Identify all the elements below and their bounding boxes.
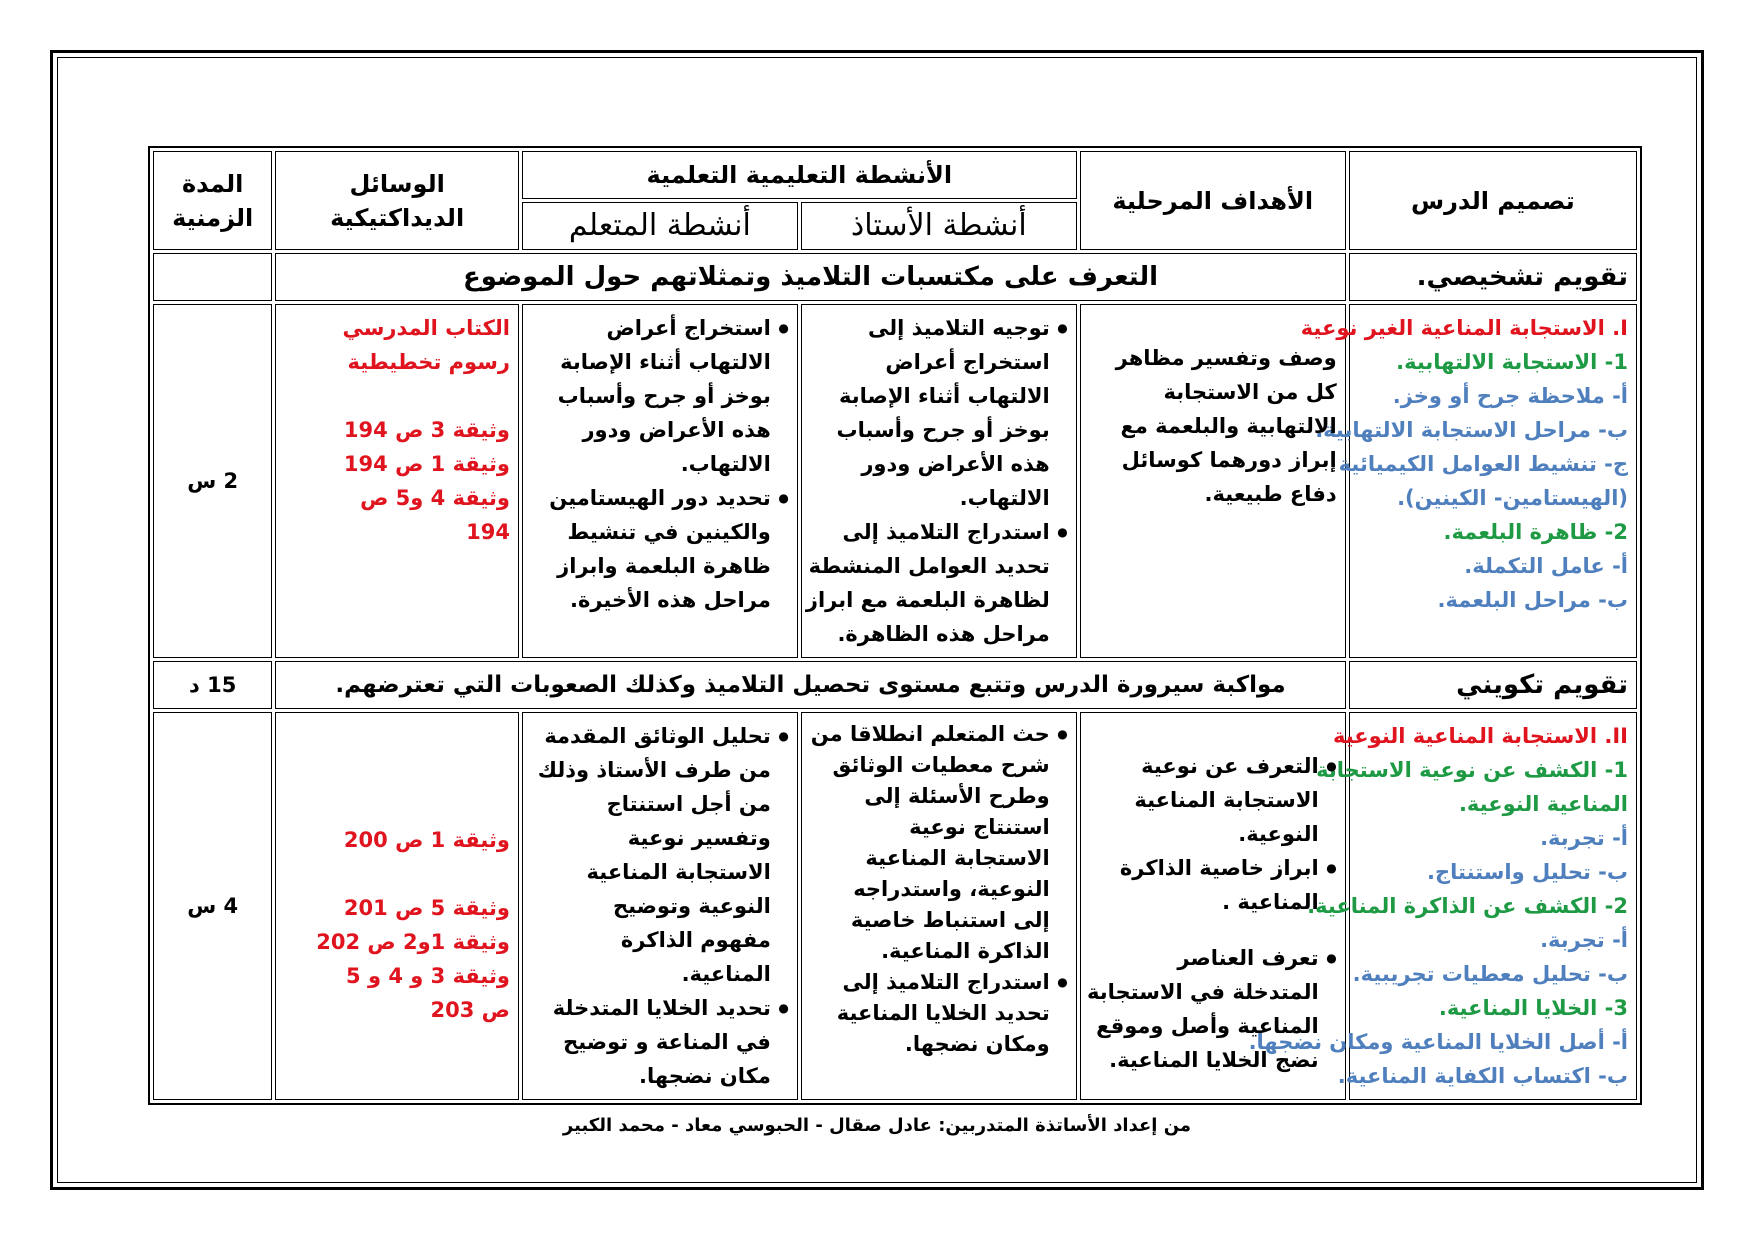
section2-design-line: ب- تحليل معطيات تجريبية. bbox=[1352, 962, 1628, 986]
section2-teacher-item bbox=[810, 967, 1050, 1060]
text-line: النوعية، واستدراجه bbox=[853, 877, 1050, 901]
means-line: وثيقة 3 و 4 و 5 bbox=[346, 964, 510, 988]
text-line: في المناعة و توضيح bbox=[563, 1030, 771, 1054]
section1-goal-line: كل من الاستجابة bbox=[1163, 380, 1337, 404]
section2-design-line: أ- تجربة. bbox=[1540, 928, 1628, 952]
text-line: استخراج أعراض bbox=[885, 350, 1050, 374]
section1-design-line: ج- تنشيط العوامل الكيميائية bbox=[1338, 452, 1628, 476]
text-line: شرح معطيات الوثائق bbox=[832, 753, 1050, 777]
text-line: من أجل استنتاج bbox=[606, 792, 771, 816]
section2-goal-item bbox=[1089, 941, 1319, 1077]
section2-learner-item bbox=[531, 719, 771, 991]
section1-goals bbox=[1080, 304, 1346, 658]
section2-design-line: II. الاستجابة المناعية النوعية bbox=[1333, 724, 1628, 748]
section2-design-line: أ- أصل الخلايا المناعية ومكان نضجها. bbox=[1248, 1030, 1628, 1054]
section2-design-line: 2- الكشف عن الذاكرة المناعية. bbox=[1307, 894, 1628, 918]
section2-goal-item bbox=[1089, 851, 1319, 919]
text-line: لظاهرة البلعمة مع ابراز bbox=[805, 588, 1050, 612]
section1-means bbox=[275, 304, 519, 658]
section1-goal-line: وصف وتفسير مظاهر bbox=[1115, 346, 1337, 370]
text-line: وتفسير نوعية bbox=[627, 826, 771, 850]
text-line: المناعية . bbox=[1222, 890, 1319, 914]
text-line: الاستجابة المناعية bbox=[865, 846, 1050, 870]
text-line: مراحل هذه الأخيرة. bbox=[569, 588, 771, 612]
header-means-line1: الوسائل bbox=[349, 169, 445, 198]
text-line: الاستجابة المناعية bbox=[1134, 788, 1319, 812]
section1-goal-line: إبراز دورهما كوسائل bbox=[1121, 448, 1337, 472]
means-line: رسوم تخطيطية bbox=[347, 350, 510, 374]
header-activities: الأنشطة التعليمية التعلمية bbox=[522, 151, 1077, 199]
text-line: ● تحليل الوثائق المقدمة bbox=[544, 724, 771, 748]
text-line: الالتهاب. bbox=[680, 452, 771, 476]
text-line: ● استدراج التلاميذ إلى bbox=[842, 520, 1050, 544]
section2-learner bbox=[522, 712, 798, 1100]
means-line: وثيقة 3 ص 194 bbox=[343, 418, 510, 442]
text-line: نضج الخلايا المناعية. bbox=[1109, 1048, 1319, 1072]
section2-design-line: ب- تحليل واستنتاج. bbox=[1427, 860, 1628, 884]
text-line: ● ابراز خاصية الذاكرة bbox=[1119, 856, 1319, 880]
text-line: الالتهاب أثناء الإصابة bbox=[560, 350, 771, 374]
text-line: ● تعرف العناصر bbox=[1177, 946, 1319, 970]
text-line: ● حث المتعلم انطلاقا من bbox=[810, 722, 1050, 746]
spacer bbox=[284, 379, 510, 413]
section1-design-line: ب- مراحل الاستجابة الالتهابية. bbox=[1315, 418, 1628, 442]
text-line: بوخز أو جرح وأسباب bbox=[557, 384, 771, 408]
text-line: من طرف الأستاذ وذلك bbox=[537, 758, 771, 782]
section2-means bbox=[275, 712, 519, 1100]
section1-design-line: أ- ملاحظة جرح أو وخز. bbox=[1392, 384, 1628, 408]
section1-design-line: ب- مراحل البلعمة. bbox=[1437, 588, 1628, 612]
section1-learner bbox=[522, 304, 798, 658]
text-line: هذه الأعراض ودور bbox=[861, 452, 1050, 476]
section1-design-line: أ- عامل التكملة. bbox=[1464, 554, 1628, 578]
text-line: مراحل هذه الظاهرة. bbox=[837, 622, 1050, 646]
section2-teacher-item bbox=[810, 719, 1050, 967]
diagnostic-text: التعرف على مكتسبات التلاميذ وتمثلاتهم حول الموضوع bbox=[275, 253, 1345, 301]
diagnostic-duration bbox=[153, 253, 272, 301]
section2-learner-item bbox=[531, 991, 771, 1093]
text-line: والكينين في تنشيط bbox=[567, 520, 771, 544]
text-line: الالتهاب أثناء الإصابة bbox=[839, 384, 1050, 408]
text-line: مفهوم الذاكرة bbox=[620, 928, 771, 952]
means-line bbox=[284, 857, 510, 891]
text-line: تحديد الخلايا المناعية bbox=[836, 1001, 1050, 1025]
section1-learner-item bbox=[531, 481, 771, 617]
text-line: الالتهاب. bbox=[959, 486, 1050, 510]
header-didactic-means bbox=[275, 151, 519, 250]
text-line: مكان نضجها. bbox=[639, 1064, 771, 1088]
section1-design-line: (الهيستامين- الكينين). bbox=[1397, 486, 1628, 510]
means-line: ص 203 bbox=[430, 998, 510, 1022]
text-line: ● استخراج أعراض bbox=[606, 316, 771, 340]
header-duration bbox=[153, 151, 272, 250]
means-line: الكتاب المدرسي bbox=[342, 316, 510, 340]
section1-design bbox=[1300, 304, 1637, 658]
section1-design-line: 2- ظاهرة البلعمة. bbox=[1443, 520, 1628, 544]
text-line: بوخز أو جرح وأسباب bbox=[836, 418, 1050, 442]
text-line: الاستجابة المناعية bbox=[586, 860, 771, 884]
text-line: ● تحديد الخلايا المتدخلة bbox=[552, 996, 771, 1020]
text-line: النوعية وتوضيح bbox=[612, 894, 771, 918]
formative-text: مواكبة سيرورة الدرس وتتبع مستوى تحصيل التلاميذ وكذلك الصعوبات التي تعترضهم. bbox=[275, 661, 1345, 709]
section1-teacher-item bbox=[810, 311, 1050, 515]
text-line: المناعية وأصل وموقع bbox=[1096, 1014, 1319, 1038]
diagnostic-label: تقويم تشخيصي. bbox=[1349, 253, 1637, 301]
header-stage-goals: الأهداف المرحلية bbox=[1080, 151, 1346, 250]
means-line: 194 bbox=[466, 520, 510, 544]
section1-design-line: 1- الاستجابة الالتهابية. bbox=[1396, 350, 1628, 374]
section2-design-line: أ- تجربة. bbox=[1540, 826, 1628, 850]
header-duration-line1: المدة bbox=[182, 169, 244, 198]
authors-footer: من إعداد الأساتذة المتدربين: عادل صقال - الحبوسي معاد - محمد الكبير bbox=[562, 1115, 1192, 1136]
text-line: المناعية. bbox=[681, 962, 771, 986]
text-line: إلى استنباط خاصية bbox=[850, 908, 1050, 932]
section2-design-line: ب- اكتساب الكفاية المناعية. bbox=[1337, 1064, 1628, 1088]
header-teacher-activities: أنشطة الأستاذ bbox=[801, 202, 1077, 250]
means-line: وثيقة 1 ص 200 bbox=[343, 828, 510, 852]
text-line: ● التعرف عن نوعية bbox=[1141, 754, 1319, 778]
means-line: وثيقة 4 و5 ص bbox=[360, 486, 510, 510]
section2-duration: 4 س bbox=[153, 712, 272, 1100]
text-line: ومكان نضجها. bbox=[904, 1032, 1050, 1056]
header-means-line2: الديداكتيكية bbox=[330, 203, 465, 232]
header-learner-activities: أنشطة المتعلم bbox=[522, 202, 798, 250]
text-line: ● تحديد دور الهيستامين bbox=[549, 486, 771, 510]
text-line: ظاهرة البلعمة وابراز bbox=[557, 554, 771, 578]
text-line: النوعية. bbox=[1238, 822, 1319, 846]
lesson-plan-table bbox=[148, 146, 1642, 1105]
text-line: وطرح الأسئلة إلى bbox=[864, 784, 1050, 808]
formative-label: تقويم تكويني bbox=[1349, 661, 1637, 709]
formative-duration: 15 د bbox=[153, 661, 272, 709]
text-line: استنتاج نوعية bbox=[909, 815, 1050, 839]
section2-design-line: المناعية النوعية. bbox=[1458, 792, 1628, 816]
text-line: هذه الأعراض ودور bbox=[582, 418, 771, 442]
text-line: تحديد العوامل المنشطة bbox=[808, 554, 1050, 578]
means-line: وثيقة 1 ص 194 bbox=[343, 452, 510, 476]
means-line: وثيقة 5 ص 201 bbox=[343, 896, 510, 920]
header-duration-line2: الزمنية bbox=[172, 203, 254, 232]
section2-design-line: 3- الخلايا المناعية. bbox=[1438, 996, 1628, 1020]
section2-goal-item bbox=[1089, 749, 1319, 851]
section1-learner-item bbox=[531, 311, 771, 481]
section1-goal-line: دفاع طبيعية. bbox=[1204, 482, 1337, 506]
section2-design-line: 1- الكشف عن نوعية الاستجابة bbox=[1316, 758, 1628, 782]
header-lesson-design: تصميم الدرس bbox=[1349, 151, 1637, 250]
section2-teacher bbox=[801, 712, 1077, 1100]
section1-goal-line: الالتهابية والبلعمة مع bbox=[1120, 414, 1337, 438]
section1-duration: 2 س bbox=[153, 304, 272, 658]
text-line: ● توجيه التلاميذ إلى bbox=[867, 316, 1050, 340]
text-line: الذاكرة المناعية. bbox=[881, 939, 1050, 963]
section1-teacher bbox=[801, 304, 1077, 658]
text-line: ● استدراج التلاميذ إلى bbox=[842, 970, 1050, 994]
section1-design-line: I. الاستجابة المناعية الغير نوعية bbox=[1300, 316, 1628, 340]
text-line: المتدخلة في الاستجابة bbox=[1087, 980, 1319, 1004]
section1-teacher-item bbox=[805, 515, 1050, 651]
means-line: وثيقة 1و2 ص 202 bbox=[316, 930, 510, 954]
section2-goals bbox=[1080, 712, 1346, 1100]
